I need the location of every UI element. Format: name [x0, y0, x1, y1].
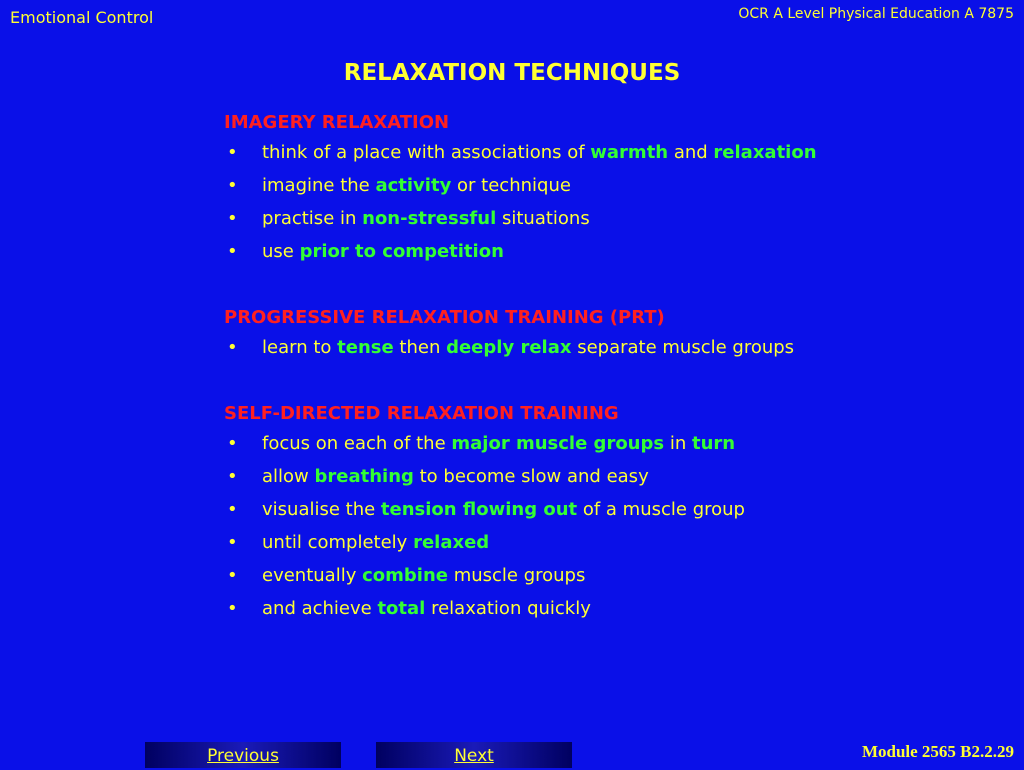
bullet-text: imagine the	[262, 175, 376, 196]
bullet-text: learn to	[262, 337, 338, 358]
highlight-text: deeply relax	[446, 337, 572, 358]
highlight-text: warmth	[590, 142, 669, 163]
highlight-text: relaxed	[413, 532, 490, 553]
module-reference: Module 2565 B2.2.29	[861, 742, 1014, 761]
bullet-item	[224, 563, 824, 588]
next-button[interactable]: Next	[376, 742, 572, 768]
slide-title: RELAXATION TECHNIQUES	[343, 60, 681, 86]
bullet-list	[224, 335, 824, 360]
bullet-text: situations	[496, 208, 590, 229]
highlight-text: combine	[362, 565, 448, 586]
highlight-text: major muscle groups	[451, 433, 665, 454]
section-heading: SELF-DIRECTED RELAXATION TRAINING	[224, 403, 619, 424]
bullet-item	[224, 497, 824, 522]
bullet-text: to become slow and easy	[413, 466, 649, 487]
previous-button[interactable]: Previous	[145, 742, 341, 768]
section-heading: PROGRESSIVE RELAXATION TRAINING (PRT)	[224, 307, 665, 328]
bullet-item	[224, 530, 824, 555]
slide-content	[224, 109, 824, 629]
bullet-text: allow	[262, 466, 315, 487]
bullet-text: eventually	[262, 565, 363, 586]
bullet-list	[224, 431, 824, 621]
bullet-text: practise in	[262, 208, 363, 229]
highlight-text: tension flowing out	[380, 499, 578, 520]
bullet-text: use	[262, 241, 300, 262]
highlight-text: total	[377, 598, 426, 619]
bullet-text: and achieve	[262, 598, 378, 619]
bullet-item	[224, 464, 824, 489]
highlight-text: turn	[691, 433, 736, 454]
bullet-text: or technique	[451, 175, 571, 196]
bullet-item	[224, 335, 824, 360]
course-title: OCR A Level Physical Education A 7875	[738, 6, 1014, 22]
highlight-text: non-stressful	[362, 208, 497, 229]
section-spacer	[224, 272, 824, 304]
bullet-item	[224, 431, 824, 456]
bullet-text: muscle groups	[447, 565, 586, 586]
bullet-text: of a muscle group	[577, 499, 745, 520]
highlight-text: activity	[375, 175, 452, 196]
bullet-item	[224, 596, 824, 621]
section-spacer	[224, 368, 824, 400]
bullet-text: think of a place with associations of	[262, 142, 591, 163]
bullet-item	[224, 206, 824, 231]
bullet-text: then	[393, 337, 447, 358]
highlight-text: breathing	[314, 466, 414, 487]
bullet-item	[224, 239, 824, 264]
bullet-text: focus on each of the	[262, 433, 452, 454]
bullet-text: visualise the	[262, 499, 381, 520]
section-heading: IMAGERY RELAXATION	[224, 112, 450, 133]
bullet-item	[224, 140, 824, 165]
bullet-list	[224, 140, 824, 264]
highlight-text: prior to competition	[299, 241, 504, 262]
highlight-text: tense	[337, 337, 394, 358]
bullet-item	[224, 173, 824, 198]
bullet-text: until completely	[262, 532, 414, 553]
bullet-text: in	[664, 433, 692, 454]
slide-topic: Emotional Control	[10, 8, 154, 27]
bullet-text: relaxation quickly	[425, 598, 591, 619]
highlight-text: relaxation	[713, 142, 817, 163]
bullet-text: and	[668, 142, 714, 163]
bullet-text: separate muscle groups	[571, 337, 795, 358]
